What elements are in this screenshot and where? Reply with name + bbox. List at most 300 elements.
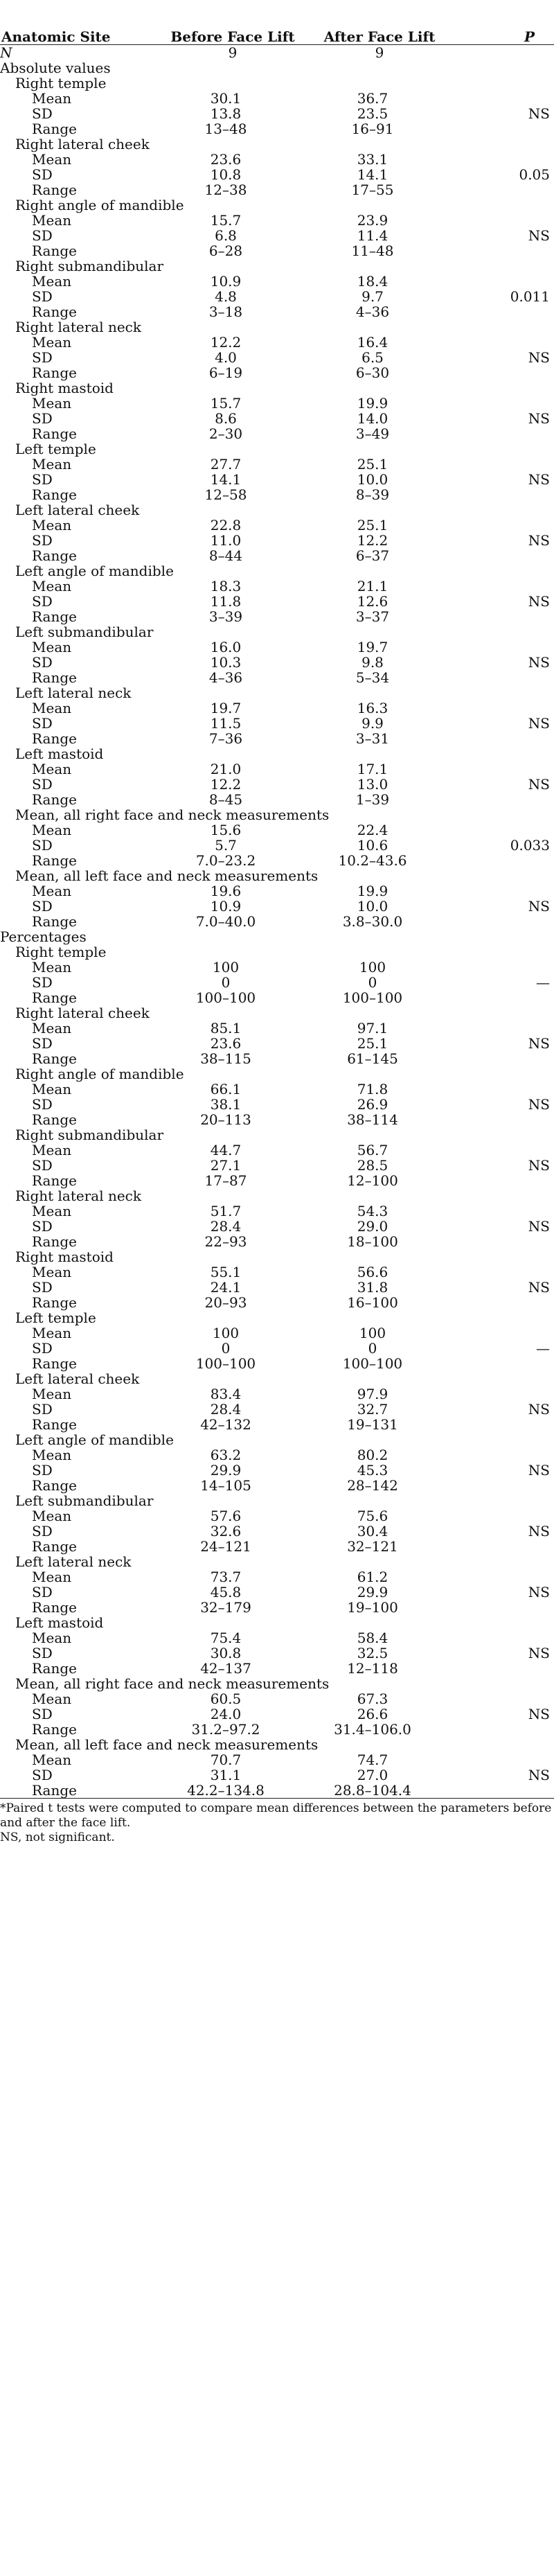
table-row <box>0 1264 554 1280</box>
after-value-cell: 12.2 <box>357 531 388 549</box>
before-value-cell: 2–30 <box>208 425 243 442</box>
stat-label: Mean <box>32 455 72 473</box>
site-heading-row <box>0 380 554 396</box>
after-value-cell: 17–55 <box>351 181 394 198</box>
table-row <box>0 670 554 685</box>
p-value-cell <box>457 335 554 350</box>
before-value-cell: 32–179 <box>200 1598 251 1616</box>
before-value-cell: 23.6 <box>210 150 242 168</box>
anatomic-site-label: Right mastoid <box>15 379 114 396</box>
before-value-cell: 6–19 <box>208 364 243 381</box>
site-heading-row <box>0 1493 554 1508</box>
stat-label: Range <box>32 364 77 381</box>
stat-label: SD <box>32 288 53 305</box>
p-value-cell <box>457 960 554 975</box>
stat-label: Mean <box>32 577 72 594</box>
before-value-cell: 12.2 <box>210 333 242 351</box>
after-value-cell: 6–37 <box>355 547 390 564</box>
p-value-cell: NS <box>528 227 550 244</box>
table-row <box>0 853 554 868</box>
stat-label: SD <box>32 105 53 122</box>
stat-label: Range <box>32 730 77 747</box>
anatomic-site-label: Right submandibular <box>15 1126 164 1143</box>
before-value-cell: 51.7 <box>210 1202 242 1219</box>
after-value-cell <box>302 380 457 396</box>
p-value-cell <box>457 1234 554 1249</box>
before-value-cell <box>163 502 302 518</box>
table-row <box>0 1646 554 1661</box>
table-row <box>0 1325 554 1341</box>
after-value-cell <box>302 136 457 152</box>
stat-label: SD <box>32 409 53 427</box>
before-value-cell: 100 <box>212 1324 240 1341</box>
after-value-cell: 19–100 <box>347 1598 398 1616</box>
p-value-cell <box>457 700 554 716</box>
after-value-cell <box>302 1371 457 1386</box>
table-row <box>0 883 554 899</box>
stat-label: Mean <box>32 150 72 168</box>
p-value-cell <box>457 639 554 655</box>
after-value-cell: 100–100 <box>342 989 403 1006</box>
table-row <box>0 1463 554 1478</box>
anatomic-site-label: Mean, all right face and neck measurements <box>15 806 330 823</box>
before-value-cell: 28.4 <box>210 1217 242 1235</box>
before-value-cell: 5.7 <box>215 836 237 854</box>
table-row <box>0 1219 554 1234</box>
before-value-cell <box>163 624 302 639</box>
p-value-cell: NS <box>528 1400 550 1418</box>
before-value-cell <box>163 1127 302 1143</box>
after-value-cell: 54.3 <box>357 1202 388 1219</box>
after-value-cell <box>302 1066 457 1082</box>
stat-label: Range <box>32 1294 77 1311</box>
p-value-cell: NS <box>528 1034 550 1052</box>
before-value-cell: 22.8 <box>210 516 242 533</box>
site-heading-row <box>0 685 554 700</box>
p-value-cell: NS <box>528 349 550 366</box>
stat-label: Range <box>32 989 77 1006</box>
after-value-cell <box>302 1310 457 1325</box>
before-value-cell: 13–48 <box>204 120 247 137</box>
before-value-cell: 31.2–97.2 <box>191 1720 260 1738</box>
header-p-value: P <box>524 28 535 45</box>
site-heading-row <box>0 1676 554 1691</box>
stat-label: SD <box>32 227 53 244</box>
anatomic-site-label: Right submandibular <box>15 257 164 274</box>
table-row <box>0 822 554 838</box>
table-row <box>0 1021 554 1036</box>
stat-label: SD <box>32 531 53 549</box>
stat-label: SD <box>32 836 53 854</box>
p-value-cell <box>457 1554 554 1569</box>
table-row <box>0 639 554 655</box>
anatomic-site-label: Left lateral cheek <box>15 1370 140 1387</box>
before-value-cell: 66.1 <box>210 1080 242 1097</box>
after-value-cell <box>302 1737 457 1752</box>
before-value-cell: 11.0 <box>210 531 242 549</box>
table-row <box>0 167 554 182</box>
after-value-cell: 6–30 <box>355 364 390 381</box>
table-row <box>0 655 554 670</box>
after-value-cell: 31.8 <box>357 1278 388 1296</box>
p-value-cell <box>457 487 554 502</box>
stat-label: Range <box>32 852 77 869</box>
table-row <box>0 914 554 929</box>
stat-label: SD <box>32 349 53 366</box>
after-value-cell: 61–145 <box>347 1050 398 1067</box>
before-value-cell: 44.7 <box>210 1141 242 1158</box>
stat-label: Range <box>32 1233 77 1250</box>
anatomic-site-label: Right lateral cheek <box>15 135 150 152</box>
after-value-cell <box>302 1005 457 1021</box>
site-heading-row <box>0 136 554 152</box>
before-value-cell <box>163 1005 302 1021</box>
stat-label: Mean <box>32 516 72 533</box>
after-value-cell: 9.7 <box>361 288 384 305</box>
table-row <box>0 609 554 624</box>
table-row <box>0 121 554 136</box>
site-heading-row <box>0 1371 554 1386</box>
p-value-cell <box>457 502 554 518</box>
after-value-cell: 21.1 <box>357 577 388 594</box>
p-value-cell: 0.05 <box>519 166 550 183</box>
section-heading-row <box>0 44 554 60</box>
p-value-cell <box>457 563 554 579</box>
table-row <box>0 1036 554 1051</box>
before-value-cell: 10.3 <box>210 653 242 671</box>
stat-label: Range <box>32 1476 77 1494</box>
stat-label: SD <box>32 1400 53 1418</box>
p-value-cell <box>457 1432 554 1447</box>
table-row <box>0 1691 554 1706</box>
before-value-cell: 75.4 <box>210 1629 242 1646</box>
before-value-cell: 16.0 <box>210 638 242 655</box>
p-value-cell: 0.033 <box>510 836 550 854</box>
after-value-cell: 28–142 <box>347 1476 398 1494</box>
after-value-cell <box>302 502 457 518</box>
after-value-cell: 12–118 <box>347 1659 398 1677</box>
after-value-cell: 5–34 <box>355 669 390 686</box>
after-value-cell: 32.7 <box>357 1400 388 1418</box>
anatomic-site-label: Left lateral neck <box>15 1553 132 1570</box>
table-row <box>0 1082 554 1097</box>
anatomic-site-label: Right lateral neck <box>15 1187 142 1204</box>
p-value-cell <box>457 213 554 228</box>
before-value-cell: 14.1 <box>210 470 242 488</box>
after-value-cell: 11.4 <box>357 227 388 244</box>
p-value-cell <box>457 1508 554 1524</box>
before-value-cell <box>163 1615 302 1630</box>
table-row <box>0 716 554 731</box>
table-row <box>0 426 554 441</box>
p-value-cell <box>457 1325 554 1341</box>
table-row <box>0 579 554 594</box>
stat-label: Range <box>32 912 77 930</box>
table-row <box>0 975 554 990</box>
p-value-cell: NS <box>528 1217 550 1235</box>
stat-label: Range <box>32 486 77 503</box>
stat-label: Range <box>32 1598 77 1616</box>
site-heading-row <box>0 197 554 213</box>
after-value-cell: 32–121 <box>347 1537 398 1555</box>
before-value-cell: 23.6 <box>210 1034 242 1052</box>
table-row <box>0 990 554 1005</box>
after-value-cell: 10.6 <box>357 836 388 854</box>
stat-label: Range <box>32 303 77 320</box>
before-value-cell: 4.0 <box>215 349 237 366</box>
stat-label: Mean <box>32 1629 72 1646</box>
table-row <box>0 1051 554 1066</box>
before-value-cell: 24.1 <box>210 1278 242 1296</box>
before-value-cell: 7.0–40.0 <box>195 912 256 930</box>
after-value-cell: 10.0 <box>357 897 388 915</box>
p-value-cell <box>457 807 554 822</box>
after-value-cell: 74.7 <box>357 1751 388 1768</box>
site-heading-row <box>0 1127 554 1143</box>
p-value-cell: — <box>536 973 550 991</box>
p-value-cell <box>457 152 554 167</box>
p-value-cell: NS <box>528 1461 550 1479</box>
p-value-cell <box>457 1188 554 1203</box>
p-value-cell <box>457 579 554 594</box>
before-value-cell: 3–39 <box>208 608 243 625</box>
stat-label: SD <box>32 897 53 915</box>
site-heading-row <box>0 1249 554 1264</box>
after-value-cell: 100 <box>359 1324 386 1341</box>
table-row <box>0 1112 554 1127</box>
after-value-cell: 0 <box>368 973 377 991</box>
section-label: Percentages <box>0 928 87 945</box>
p-value-cell <box>457 1356 554 1371</box>
after-value-cell: 100–100 <box>342 1355 403 1372</box>
before-value-cell <box>163 1249 302 1264</box>
p-value-cell: NS <box>528 1644 550 1661</box>
table-row <box>0 182 554 197</box>
header-anatomic-site: Anatomic Site <box>1 28 111 45</box>
before-value-cell: 100–100 <box>195 1355 256 1372</box>
before-value-cell <box>163 319 302 335</box>
before-value-cell: 22–93 <box>204 1233 247 1250</box>
stat-label: Mean <box>32 1019 72 1036</box>
p-value-cell <box>457 136 554 152</box>
anatomic-site-label: Right mastoid <box>15 1248 114 1265</box>
before-value-cell: 24–121 <box>200 1537 251 1555</box>
p-value-cell <box>457 746 554 761</box>
stat-label: Range <box>32 1537 77 1555</box>
after-value-cell: 61.2 <box>357 1568 388 1585</box>
before-value-cell: 32.6 <box>210 1522 242 1540</box>
site-heading-row <box>0 807 554 822</box>
before-value-cell: 83.4 <box>210 1385 242 1402</box>
stat-label: Range <box>0 1783 163 1799</box>
p-value-cell <box>457 853 554 868</box>
after-value-cell: 11–48 <box>351 242 394 259</box>
after-value-cell: 25.1 <box>357 516 388 533</box>
after-value-cell: 18.4 <box>357 272 388 290</box>
p-value-cell <box>457 883 554 899</box>
site-heading-row <box>0 1005 554 1021</box>
stat-label: Range <box>32 547 77 564</box>
before-value-cell: 100 <box>212 958 240 976</box>
after-value-cell: 10.0 <box>357 470 388 488</box>
after-value-cell: 1–39 <box>355 791 390 808</box>
before-value-cell: 12–58 <box>204 486 247 503</box>
after-value-cell: 19.9 <box>357 394 388 412</box>
after-value-cell <box>302 746 457 761</box>
before-value-cell: 45.8 <box>210 1583 242 1600</box>
before-value-cell: 17–87 <box>204 1172 247 1189</box>
after-value-cell <box>302 1432 457 1447</box>
table-row <box>0 1158 554 1173</box>
before-value-cell: 55.1 <box>210 1263 242 1280</box>
before-value-cell: 73.7 <box>210 1568 242 1585</box>
table-row <box>0 1295 554 1310</box>
before-value-cell: 63.2 <box>210 1446 242 1463</box>
p-value-cell <box>457 396 554 411</box>
p-value-cell <box>457 1539 554 1554</box>
table-row <box>0 1585 554 1600</box>
p-value-cell <box>457 1005 554 1021</box>
p-value-cell <box>457 1203 554 1219</box>
before-value-cell: 13.8 <box>210 105 242 122</box>
stat-label: SD <box>32 653 53 671</box>
p-value-cell <box>457 792 554 807</box>
stat-label: SD <box>32 1705 53 1722</box>
p-value-cell <box>457 365 554 380</box>
before-value-cell: 12–38 <box>204 181 247 198</box>
stat-label: Range <box>32 669 77 686</box>
after-value-cell: 9.9 <box>361 714 384 732</box>
p-value-cell <box>457 44 554 60</box>
p-value-cell <box>457 60 554 76</box>
section-label: N <box>0 44 12 61</box>
p-value-cell <box>457 1082 554 1097</box>
before-value-cell: 8.6 <box>215 409 237 427</box>
table-row <box>0 960 554 975</box>
stat-label: Mean <box>32 821 72 838</box>
after-value-cell: 97.1 <box>357 1019 388 1036</box>
p-value-cell <box>457 1630 554 1646</box>
before-value-cell: 27.7 <box>210 455 242 473</box>
anatomic-site-label: Right temple <box>15 943 107 960</box>
anatomic-site-label: Left submandibular <box>15 1492 154 1509</box>
table-row <box>0 1478 554 1493</box>
p-value-cell <box>457 182 554 197</box>
table-row <box>0 1722 554 1737</box>
table-row <box>0 289 554 304</box>
p-value-cell <box>457 731 554 746</box>
table-row <box>0 761 554 777</box>
after-value-cell <box>302 1188 457 1203</box>
after-value-cell: 27.0 <box>357 1766 388 1783</box>
before-value-cell: 18.3 <box>210 577 242 594</box>
p-value-cell <box>457 1127 554 1143</box>
before-value-cell: 6.8 <box>215 227 237 244</box>
p-value-cell <box>457 1173 554 1188</box>
after-value-cell: 4–36 <box>355 303 390 320</box>
table-row <box>0 1524 554 1539</box>
stat-label: Mean <box>32 699 72 716</box>
p-value-cell <box>457 1569 554 1585</box>
p-value-cell: NS <box>528 1156 550 1174</box>
stat-label: Range <box>32 1720 77 1738</box>
before-value-cell: 20–113 <box>200 1111 251 1128</box>
before-value-cell: 0 <box>221 973 231 991</box>
p-value-cell <box>457 91 554 106</box>
stat-label: Mean <box>32 1690 72 1707</box>
p-value-cell: NS <box>528 409 550 427</box>
p-value-cell <box>457 1143 554 1158</box>
stat-label: Mean <box>32 1202 72 1219</box>
p-value-cell <box>457 1066 554 1082</box>
after-value-cell <box>302 1554 457 1569</box>
site-heading-row <box>0 1554 554 1569</box>
p-value-cell <box>457 761 554 777</box>
stat-label: SD <box>32 775 53 793</box>
table-row <box>0 274 554 289</box>
p-value-cell <box>457 1676 554 1691</box>
footnotes <box>0 1799 554 1845</box>
before-value-cell: 27.1 <box>210 1156 242 1174</box>
p-value-cell: NS <box>528 1583 550 1600</box>
before-value-cell <box>163 197 302 213</box>
p-value-cell <box>457 670 554 685</box>
before-value-cell <box>163 685 302 700</box>
after-value-cell <box>302 929 457 944</box>
after-value-cell: 71.8 <box>357 1080 388 1097</box>
before-value-cell: 15.7 <box>210 211 242 229</box>
after-value-cell: 23.5 <box>357 105 388 122</box>
stat-label: Range <box>32 120 77 137</box>
stat-label: Range <box>32 791 77 808</box>
p-value-cell <box>457 76 554 91</box>
p-value-cell <box>457 822 554 838</box>
site-heading-row <box>0 319 554 335</box>
table-row <box>0 700 554 716</box>
site-heading-row <box>0 502 554 518</box>
after-value-cell: 75.6 <box>357 1507 388 1524</box>
before-value-cell: 85.1 <box>210 1019 242 1036</box>
before-value-cell <box>163 746 302 761</box>
p-value-cell <box>457 1371 554 1386</box>
stat-label: Mean <box>32 638 72 655</box>
stat-label: SD <box>32 592 53 610</box>
after-value-cell: 67.3 <box>357 1690 388 1707</box>
stat-label: Range <box>32 1050 77 1067</box>
p-value-cell: NS <box>528 1766 550 1783</box>
anatomic-site-label: Right lateral cheek <box>15 1004 150 1021</box>
section-label: Absolute values <box>0 59 111 76</box>
table-row <box>0 594 554 609</box>
after-value-cell: 26.9 <box>357 1095 388 1113</box>
before-value-cell: 57.6 <box>210 1507 242 1524</box>
p-value-cell <box>457 1661 554 1676</box>
p-value-cell <box>457 1310 554 1325</box>
p-value-cell <box>457 441 554 457</box>
before-value-cell: 8–44 <box>208 547 243 564</box>
before-value-cell: 15.6 <box>210 821 242 838</box>
after-value-cell: 80.2 <box>357 1446 388 1463</box>
before-value-cell: 4–36 <box>208 669 243 686</box>
stat-label: SD <box>32 1339 53 1357</box>
before-value-cell: 28.4 <box>210 1400 242 1418</box>
before-value-cell <box>163 1493 302 1508</box>
stat-label: SD <box>32 973 53 991</box>
table-row <box>0 1203 554 1219</box>
after-value-cell: 17.1 <box>357 760 388 777</box>
table-row <box>0 411 554 426</box>
after-value-cell: 38–114 <box>347 1111 398 1128</box>
